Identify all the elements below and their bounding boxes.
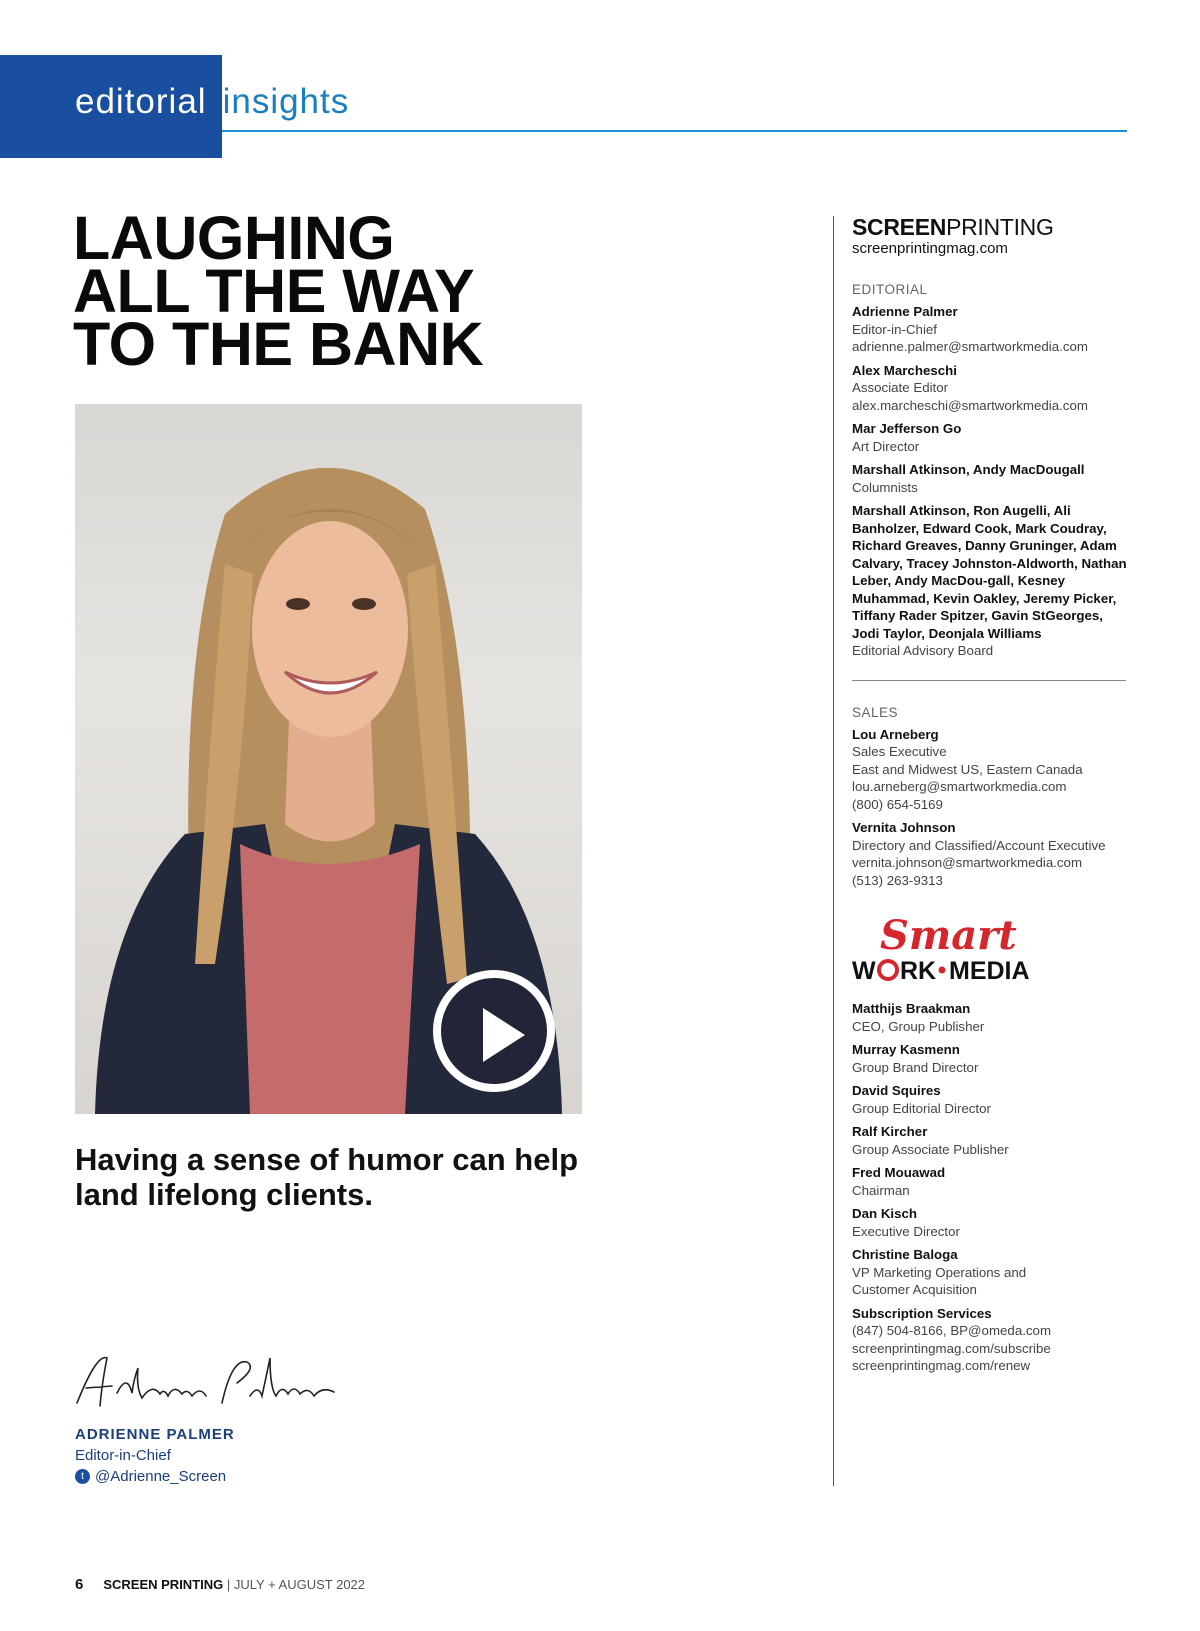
staff-name: Murray Kasmenn	[852, 1042, 960, 1057]
masthead-bold: SCREEN	[852, 214, 947, 240]
staff-detail: Associate Editor	[852, 380, 949, 395]
staff-detail: Editor-in-Chief	[852, 321, 937, 337]
logo-script: Smart	[880, 912, 1017, 959]
staff-entry	[852, 1305, 1132, 1375]
staff-entry	[852, 502, 1132, 660]
staff-detail: Group Editorial Director	[852, 1100, 991, 1116]
signature-image	[72, 1348, 342, 1418]
staff-name: Mar Jefferson Go	[852, 421, 962, 436]
staff-name: David Squires	[852, 1083, 941, 1098]
staff-name: Christine Baloga	[852, 1247, 958, 1262]
smartworkmedia-logo	[852, 911, 1132, 986]
headline-line-3: TO THE BANK	[73, 310, 484, 378]
staff-entry	[852, 1000, 1132, 1035]
staff-detail: Sales Executive	[852, 744, 947, 759]
masthead-light: PRINTING	[946, 214, 1054, 240]
staff-name: Alex Marcheschi	[852, 362, 957, 378]
staff-name: Subscription Services	[852, 1305, 992, 1321]
author-title: Editor-in-Chief	[75, 1447, 171, 1464]
staff-contact-link[interactable]: (847) 504-8166, BP@omeda.com	[852, 1323, 1052, 1338]
staff-entry	[852, 819, 1132, 889]
staff-entry	[852, 303, 1132, 356]
staff-entry	[852, 1205, 1132, 1240]
section-header-word1: editorial	[75, 82, 207, 121]
staff-detail: Chairman	[852, 1182, 910, 1198]
staff-detail: Executive Director	[852, 1223, 960, 1239]
twitter-icon: t	[75, 1469, 90, 1484]
staff-name: Marshall Atkinson, Ron Augelli, Ali Banholzer, Edward Cook, Mark Coudray, Richard Greaves, Danny Gruninger, Adam Calvary, Tracey Johnston-Aldworth, Nathan Leber, Andy MacDou-gall, Kesney Muhammad, Kevin Oakley, Jeremy Picker, Tiffany Rader Spitzer, Gavin StGeorges, Jodi Taylor, Deonjala Williams	[852, 503, 1127, 641]
staff-detail: Group Brand Director	[852, 1059, 979, 1075]
staff-entry	[852, 726, 1132, 814]
logo-word-a: W	[852, 957, 876, 983]
staff-name: Matthijs Braakman	[852, 1001, 971, 1016]
section-header-word2: insights	[222, 82, 350, 121]
staff-name: Vernita Johnson	[852, 820, 956, 835]
page-number: 6	[75, 1576, 84, 1593]
masthead-logo	[852, 214, 1132, 240]
staff-detail: VP Marketing Operations and	[852, 1264, 1027, 1280]
masthead-sidebar	[852, 214, 1132, 1375]
staff-detail: Art Director	[852, 438, 920, 454]
staff-detail: Editorial Advisory Board	[852, 643, 994, 658]
staff-entry	[852, 362, 1132, 415]
staff-detail: (513) 263-9313	[852, 872, 943, 888]
staff-detail: Group Associate Publisher	[852, 1141, 1009, 1157]
staff-contact-link[interactable]: adrienne.palmer@smartworkmedia.com	[852, 339, 1088, 354]
staff-contact-link[interactable]: screenprintingmag.com/subscribe	[852, 1340, 1051, 1356]
staff-entry	[852, 1246, 1132, 1299]
staff-detail: Customer Acquisition	[852, 1282, 977, 1297]
staff-name: Dan Kisch	[852, 1206, 918, 1221]
staff-contact-link[interactable]: screenprintingmag.com/renew	[852, 1358, 1031, 1373]
logo-word-b: RK	[900, 957, 937, 983]
staff-entry	[852, 461, 1132, 496]
staff-contact-link[interactable]: lou.arneberg@smartworkmedia.com	[852, 779, 1067, 794]
staff-entry	[852, 1041, 1132, 1076]
editorial-label: EDITORIAL	[852, 282, 928, 297]
staff-entry	[852, 1123, 1132, 1158]
staff-name: Lou Arneberg	[852, 726, 939, 742]
staff-contact-link[interactable]: vernita.johnson@smartworkmedia.com	[852, 855, 1083, 870]
footer-issue: | JULY + AUGUST 2022	[226, 1577, 366, 1592]
logo-word-c: MEDIA	[949, 957, 1030, 983]
staff-entry	[852, 1082, 1132, 1117]
footer-publication: SCREEN PRINTING	[103, 1577, 224, 1592]
staff-detail: CEO, Group Publisher	[852, 1018, 985, 1034]
staff-name: Ralf Kircher	[852, 1124, 928, 1139]
masthead-url[interactable]: screenprintingmag.com	[852, 240, 1008, 257]
staff-detail: East and Midwest US, Eastern Canada	[852, 761, 1083, 777]
company-list	[852, 1000, 1132, 1375]
staff-name: Adrienne Palmer	[852, 304, 958, 319]
page-footer	[75, 1576, 365, 1593]
article-headline	[73, 204, 593, 378]
sales-label: SALES	[852, 704, 899, 720]
sales-list	[852, 726, 1132, 890]
author-name: ADRIENNE PALMER	[75, 1426, 235, 1443]
author-handle-text[interactable]: @Adrienne_Screen	[95, 1468, 227, 1485]
staff-name: Marshall Atkinson, Andy MacDougall	[852, 462, 1085, 477]
staff-name: Fred Mouawad	[852, 1165, 946, 1180]
staff-entry	[852, 420, 1132, 455]
staff-contact-link[interactable]: alex.marcheschi@smartworkmedia.com	[852, 397, 1088, 413]
headline-line-2: ALL THE WAY	[73, 257, 475, 325]
sidebar-divider	[833, 216, 834, 1486]
staff-entry	[852, 1164, 1132, 1199]
staff-detail: Directory and Classified/Account Executive	[852, 837, 1106, 853]
staff-detail: Columnists	[852, 479, 918, 495]
play-icon[interactable]	[433, 970, 555, 1092]
article-subhead: Having a sense of humor can help land lifelong clients.	[75, 1142, 579, 1212]
section-header	[75, 82, 349, 122]
headline-line-1: LAUGHING	[73, 204, 395, 272]
author-twitter[interactable]	[75, 1468, 226, 1485]
sidebar-rule	[852, 680, 1126, 681]
editorial-list	[852, 303, 1132, 660]
header-rule	[222, 130, 1127, 132]
staff-detail: (800) 654-5169	[852, 796, 943, 812]
